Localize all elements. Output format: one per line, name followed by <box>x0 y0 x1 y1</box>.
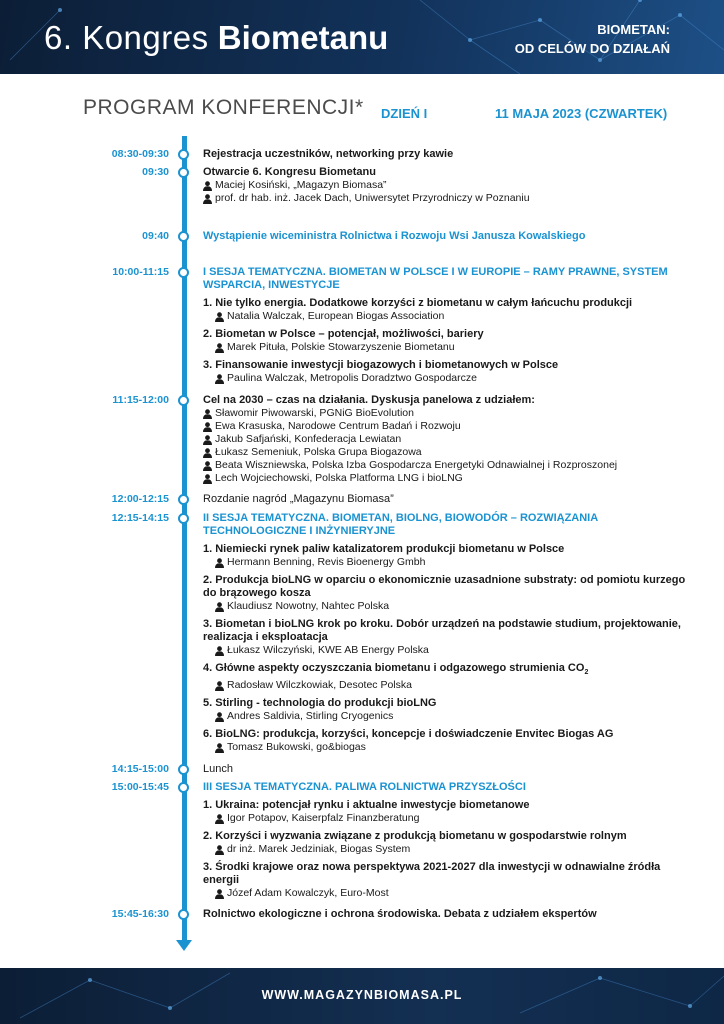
timeline-dot <box>178 231 189 242</box>
person-icon <box>215 712 224 722</box>
speaker-name: Paulina Walczak, Metropolis Doradztwo Gospodarcze <box>227 372 477 384</box>
agenda-title: Wystąpienie wiceministra Rolnictwa i Rozwoju Wsi Janusza Kowalskiego <box>203 230 586 242</box>
timeline-dot <box>178 782 189 793</box>
speaker-name: Natalia Walczak, European Biogas Association <box>227 310 445 322</box>
talk-title: 1. Niemiecki rynek paliw katalizatorem produkcji biometanu w Polsce <box>203 543 565 555</box>
session-item <box>203 697 693 723</box>
tagline <box>515 20 670 58</box>
speaker-line <box>203 407 693 420</box>
timeline-dot <box>178 395 189 406</box>
person-icon <box>203 474 212 484</box>
person-icon <box>215 889 224 899</box>
person-icon <box>203 461 212 471</box>
talk-title: 3. Biometan i bioLNG krok po kroku. Dobór urządzeń na podstawie studium, projektowanie, realizacja i eksploatacja <box>203 618 681 643</box>
agenda-time: 12:15-14:15 <box>111 512 169 524</box>
person-icon <box>203 194 212 204</box>
agenda-time: 08:30-09:30 <box>111 148 169 160</box>
speaker-name: Jakub Safjański, Konfederacja Lewiatan <box>215 433 402 445</box>
speaker-name: prof. dr hab. inż. Jacek Dach, Uniwersytet Przyrodniczy w Poznaniu <box>215 192 530 204</box>
speaker-line <box>203 446 693 459</box>
person-icon <box>215 343 224 353</box>
congress-title-number: 6. Kongres <box>44 19 209 56</box>
program-date: 11 MAJA 2023 (CZWARTEK) <box>495 106 668 121</box>
speaker-line <box>203 192 693 205</box>
speaker-line <box>203 600 693 613</box>
speaker-line <box>203 741 693 754</box>
speaker-line <box>203 556 693 569</box>
speaker-name: Józef Adam Kowalczyk, Euro-Most <box>227 887 389 899</box>
session-item <box>203 297 693 323</box>
session-item <box>203 574 693 613</box>
talk-title: 2. Biometan w Polsce – potencjał, możliwości, bariery <box>203 328 484 340</box>
session-title: II SESJA TEMATYCZNA. BIOMETAN, BIOLNG, BIOWODÓR – ROZWIĄZANIA TECHNOLOGICZNE I INŻYNIERYJNE <box>203 512 598 537</box>
session-title: III SESJA TEMATYCZNA. PALIWA ROLNICTWA PRZYSZŁOŚCI <box>203 781 526 793</box>
panel-content <box>203 394 693 485</box>
speaker-name: Klaudiusz Nowotny, Nahtec Polska <box>227 600 390 612</box>
speaker-name: dr inż. Marek Jedziniak, Biogas System <box>227 843 411 855</box>
session-item <box>203 618 693 657</box>
session-item <box>203 861 693 900</box>
person-icon <box>215 646 224 656</box>
speaker-name: Lech Wojciechowski, Polska Platforma LNG i bioLNG <box>215 472 463 484</box>
speaker-line <box>203 710 693 723</box>
talk-title: 3. Środki krajowe oraz nowa perspektywa 2021-2027 dla inwestycji w odnawialne źródła energii <box>203 861 661 886</box>
session-content <box>203 266 693 385</box>
header-banner <box>0 0 724 74</box>
talk-title-text: 4. Główne aspekty oczyszczania biometanu i odgazowego strumienia CO <box>203 662 585 674</box>
person-icon <box>215 602 224 612</box>
speaker-name: Igor Potapov, Kaiserpfalz Finanzberatung <box>227 812 420 824</box>
session-item <box>203 543 693 569</box>
session-item <box>203 830 693 856</box>
person-icon <box>215 743 224 753</box>
agenda-time: 14:15-15:00 <box>111 763 169 775</box>
tagline-line-1: BIOMETAN: <box>597 22 670 37</box>
session-content <box>203 512 693 754</box>
tagline-line-2: OD CELÓW DO DZIAŁAŃ <box>514 41 670 56</box>
footer-banner <box>0 968 724 1024</box>
person-icon <box>203 181 212 191</box>
program-title: PROGRAM KONFERENCJI* <box>83 96 364 119</box>
speaker-name: Beata Wiszniewska, Polska Izba Gospodarcza Energetyki Odnawialnej i Rozproszonej <box>215 459 618 471</box>
agenda-time: 11:15-12:00 <box>112 394 169 406</box>
speaker-name: Hermann Benning, Revis Bioenergy Gmbh <box>227 556 426 568</box>
timeline-line <box>182 136 187 942</box>
agenda-content <box>203 166 693 205</box>
speaker-line <box>203 433 693 446</box>
session-item <box>203 662 693 692</box>
talk-title: 1. Ukraina: potencjał rynku i aktualne inwestycje biometanowe <box>203 799 530 811</box>
speaker-line <box>203 887 693 900</box>
talk-title: 3. Finansowanie inwestycji biogazowych i biometanowych w Polsce <box>203 359 559 371</box>
agenda-time: 09:40 <box>142 230 169 242</box>
speaker-name: Tomasz Bukowski, go&biogas <box>227 741 366 754</box>
talk-title: 2. Produkcja bioLNG w oparciu o ekonomicznie uzasadnione substraty: od pomiotu kurzego do brązowego kosza <box>203 574 686 599</box>
speaker-name: Andres Saldivia, Stirling Cryogenics <box>227 710 394 723</box>
speaker-line <box>203 459 693 472</box>
speaker-line <box>203 472 693 485</box>
timeline-arrow-icon <box>176 940 192 951</box>
talk-title: 6. BioLNG: produkcja, korzyści, koncepcje i doświadczenie Envitec Biogas AG <box>203 728 614 741</box>
timeline-dot <box>178 267 189 278</box>
person-icon <box>203 448 212 458</box>
timeline-dot <box>178 167 189 178</box>
speaker-name: Łukasz Semeniuk, Polska Grupa Biogazowa <box>215 446 422 458</box>
session-content <box>203 781 693 900</box>
congress-title <box>44 18 388 58</box>
person-icon <box>215 558 224 568</box>
speaker-name: Maciej Kosiński, „Magazyn Biomasa” <box>215 179 387 191</box>
talk-title <box>203 662 693 679</box>
person-icon <box>215 681 224 691</box>
speaker-line <box>203 372 693 385</box>
agenda-time: 10:00-11:15 <box>112 266 169 278</box>
person-icon <box>215 374 224 384</box>
subscript-2: 2 <box>584 669 589 677</box>
talk-title: 5. Stirling - technologia do produkcji bioLNG <box>203 697 437 710</box>
session-item <box>203 328 693 354</box>
agenda-time: 12:00-12:15 <box>111 493 169 505</box>
agenda-time: 09:30 <box>142 166 169 178</box>
person-icon <box>215 814 224 824</box>
talk-title: 2. Korzyści i wyzwania związane z produkcją biometanu w gospodarstwie rolnym <box>203 830 627 842</box>
agenda-title: Rolnictwo ekologiczne i ochrona środowiska. Debata z udziałem ekspertów <box>203 908 597 920</box>
session-title: I SESJA TEMATYCZNA. BIOMETAN W POLSCE I W EUROPIE – RAMY PRAWNE, SYSTEM WSPARCIA, INWESTYCJE <box>203 266 668 291</box>
speaker-line <box>203 843 693 856</box>
speaker-line <box>203 644 693 657</box>
program-heading <box>83 96 693 126</box>
person-icon <box>215 312 224 322</box>
agenda-time: 15:45-16:30 <box>111 908 169 920</box>
person-icon <box>215 845 224 855</box>
speaker-name: Ewa Krasuska, Narodowe Centrum Badań i Rozwoju <box>215 420 461 432</box>
session-item <box>203 728 693 754</box>
speaker-line <box>203 179 693 192</box>
program-day: DZIEŃ I <box>381 106 428 121</box>
timeline-dot <box>178 764 189 775</box>
talk-title: 1. Nie tylko energia. Dodatkowe korzyści z biometanu w całym łańcuchu produkcji <box>203 297 633 309</box>
timeline-dot <box>178 909 189 920</box>
speaker-line <box>203 341 693 354</box>
panel-title: Cel na 2030 – czas na działania. Dyskusja panelowa z udziałem: <box>203 394 535 406</box>
agenda-title: Rozdanie nagród „Magazynu Biomasa” <box>203 493 394 505</box>
timeline-dot <box>178 494 189 505</box>
website-link[interactable]: WWW.MAGAZYNBIOMASA.PL <box>261 988 463 1002</box>
person-icon <box>203 422 212 432</box>
person-icon <box>203 409 212 419</box>
speaker-line <box>203 420 693 433</box>
agenda-time: 15:00-15:45 <box>111 781 169 793</box>
timeline-dot <box>178 149 189 160</box>
speaker-line <box>203 679 693 692</box>
speaker-line <box>203 310 693 323</box>
agenda-title: Otwarcie 6. Kongresu Biometanu <box>203 166 376 178</box>
speaker-name: Sławomir Piwowarski, PGNiG BioEvolution <box>215 407 414 419</box>
congress-title-name: Biometanu <box>217 19 389 56</box>
agenda-title: Rejestracja uczestników, networking przy kawie <box>203 148 454 160</box>
speaker-name: Łukasz Wilczyński, KWE AB Energy Polska <box>227 644 429 656</box>
timeline-dot <box>178 513 189 524</box>
agenda-title: Lunch <box>203 763 233 775</box>
person-icon <box>203 435 212 445</box>
speaker-name: Marek Pituła, Polskie Stowarzyszenie Biometanu <box>227 341 455 353</box>
speaker-name: Radosław Wilczkowiak, Desotec Polska <box>227 679 412 692</box>
session-item <box>203 799 693 825</box>
speaker-line <box>203 812 693 825</box>
session-item <box>203 359 693 385</box>
